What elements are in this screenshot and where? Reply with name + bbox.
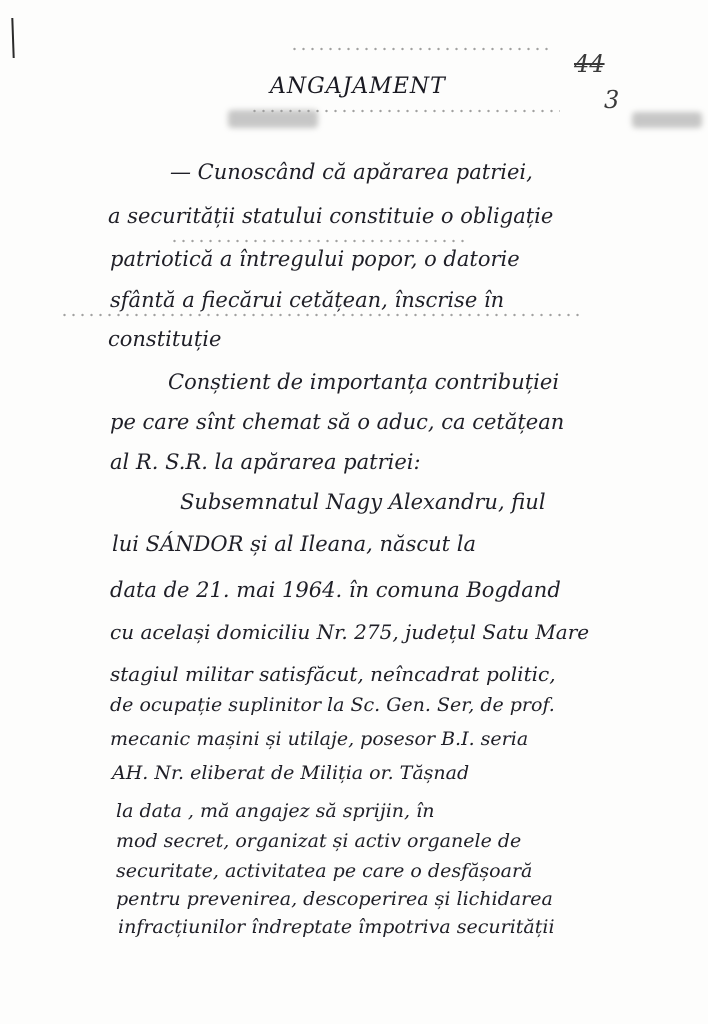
handwritten-line: Conștient de importanța contribuției (168, 370, 560, 394)
handwritten-line: mod secret, organizat și activ organele de (116, 830, 522, 852)
handwritten-line: securitate, activitatea pe care o desfășoară (116, 860, 533, 882)
document-title: ANGAJAMENT (270, 74, 446, 99)
handwritten-line: — Cunoscând că apărarea patriei, (170, 160, 533, 184)
bleed-through-specks (60, 312, 580, 318)
page-number: 44 (574, 50, 605, 78)
handwritten-line: AH. Nr. eliberat de Miliția or. Tășnad (112, 762, 470, 784)
handwritten-line: pentru prevenirea, descoperirea și lichidarea (116, 888, 553, 910)
handwritten-line: constituție (108, 327, 222, 351)
handwritten-line: mecanic mașini și utilaje, posesor B.I. seria (110, 728, 529, 750)
handwritten-line: infracțiunilor îndreptate împotriva securității (118, 916, 555, 938)
handwritten-line: cu același domiciliu Nr. 275, județul Satu Mare (110, 620, 590, 644)
handwritten-line: patriotică a întregului popor, o datorie (110, 247, 520, 271)
handwritten-line: stagiul militar satisfăcut, neîncadrat politic, (110, 662, 556, 686)
handwritten-line: data de 21. mai 1964. în comuna Bogdand (110, 578, 561, 602)
handwritten-line: la data , mă angajez să sprijin, în (116, 800, 435, 822)
margin-mark (11, 18, 14, 58)
faded-header-specks (290, 46, 550, 52)
handwritten-line: pe care sînt chemat să o aduc, ca cetățean (110, 410, 565, 434)
handwritten-line: Subsemnatul Nagy Alexandru, fiul (180, 490, 546, 514)
handwritten-line: sfântă a fiecărui cetățean, înscrise în (110, 288, 505, 312)
handwritten-line: a securității statului constituie o obligație (108, 204, 554, 228)
handwritten-line: lui SÁNDOR și al Ileana, născut la (112, 532, 476, 556)
handwritten-line: de ocupație suplinitor la Sc. Gen. Ser, de prof. (110, 694, 555, 716)
bleed-through-specks (170, 238, 470, 244)
redaction-smudge (228, 110, 318, 128)
redaction-smudge (632, 112, 702, 128)
handwritten-line: al R. S.R. la apărarea patriei: (110, 450, 421, 474)
sub-page-number: 3 (604, 86, 620, 114)
